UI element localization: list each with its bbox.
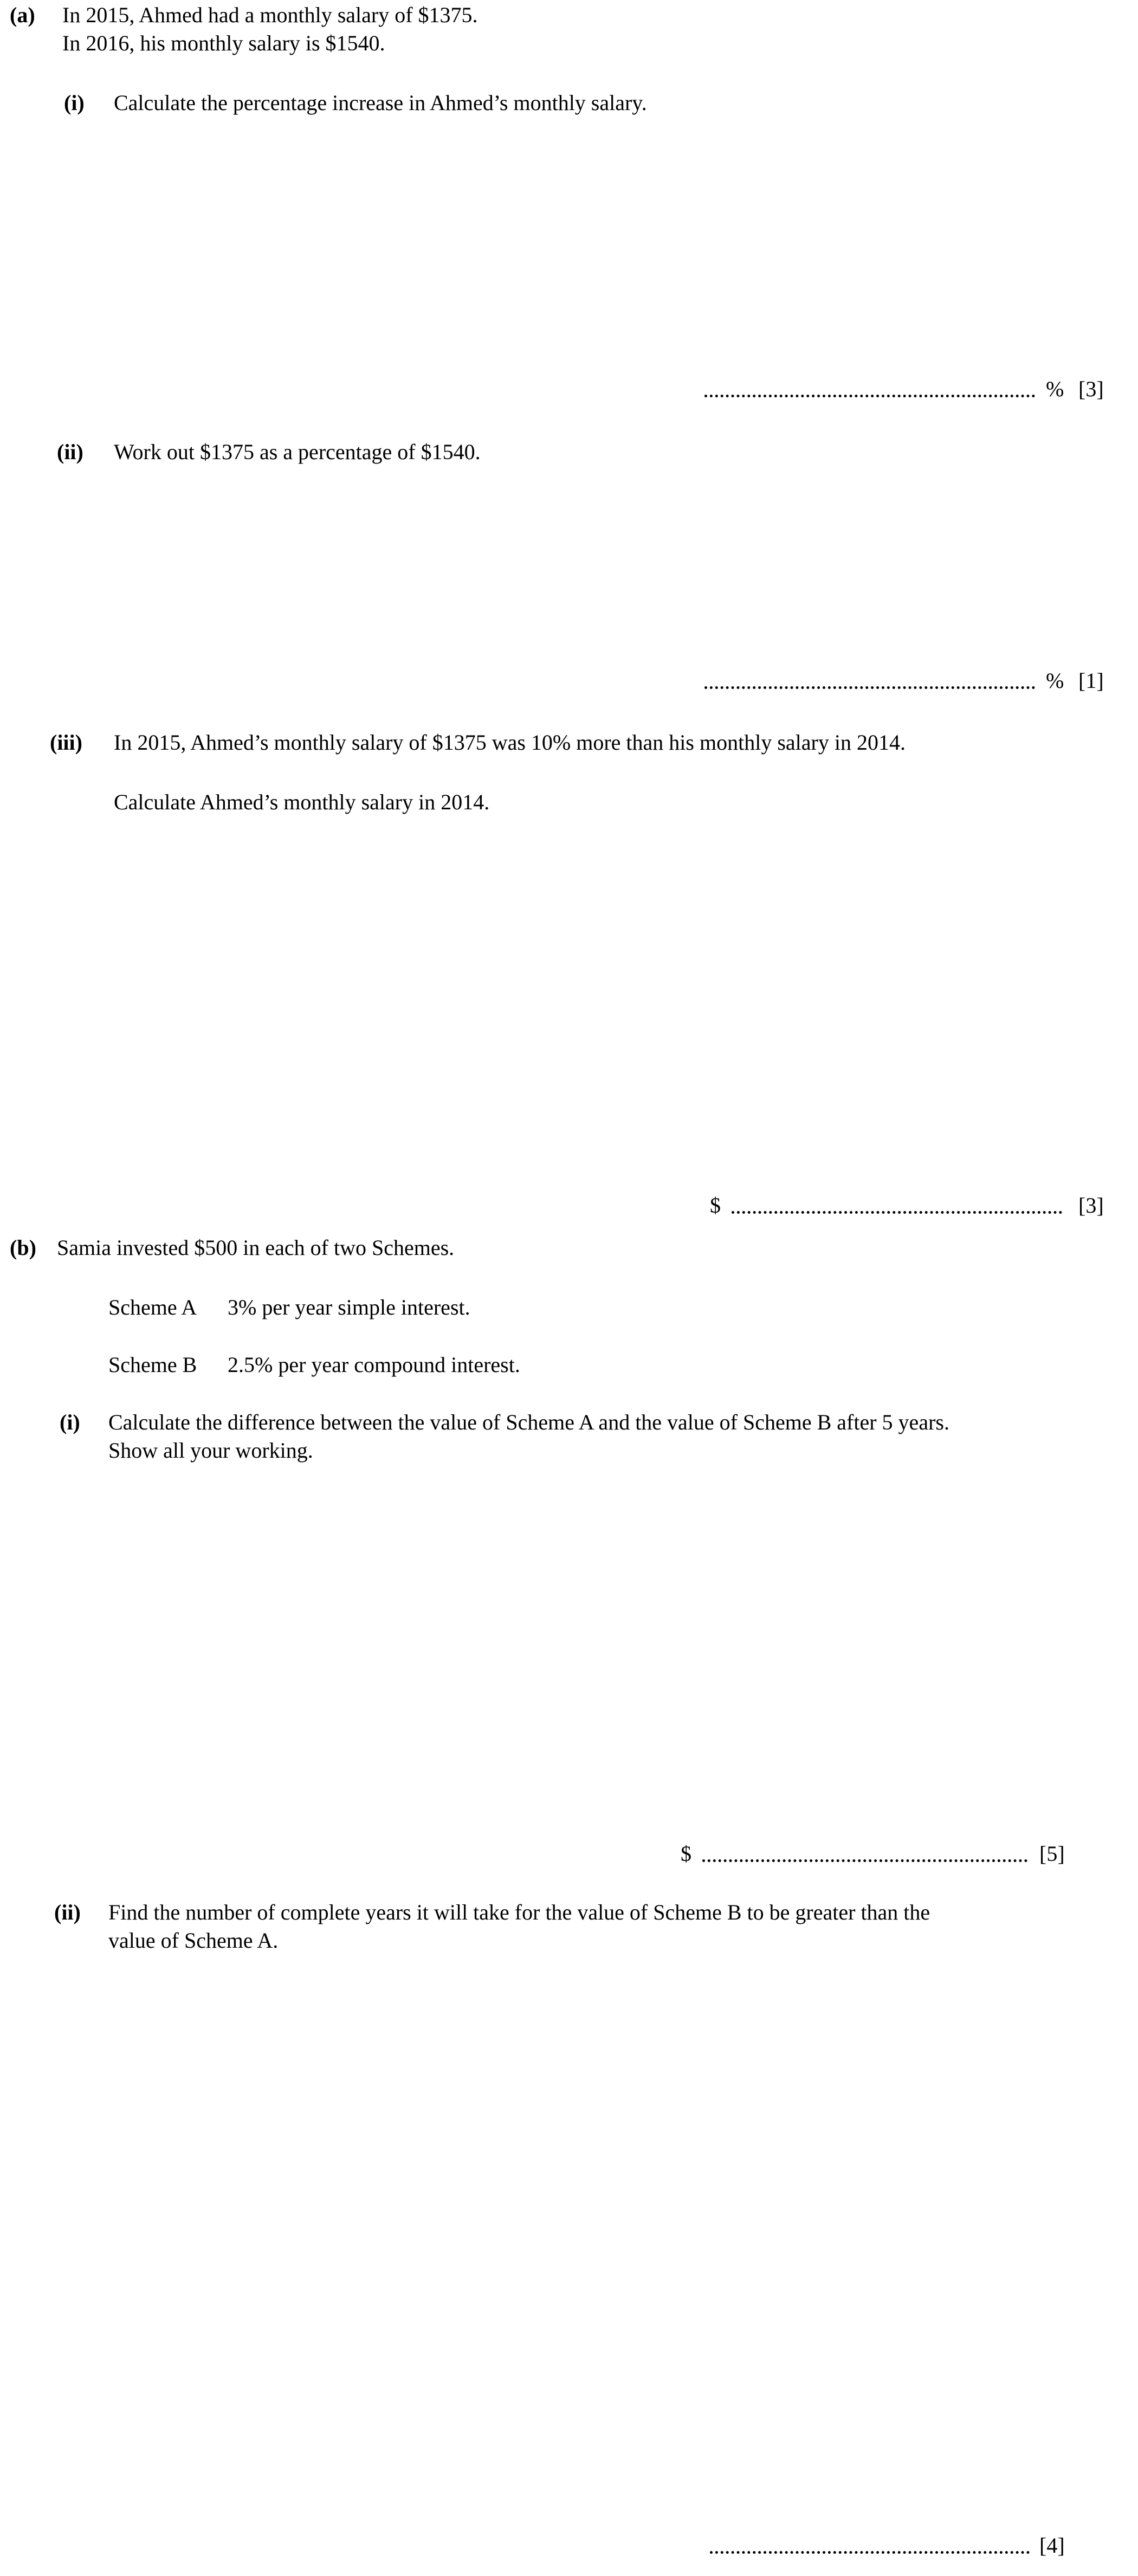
question-a-i-text: Calculate the percentage increase in Ahmed’s monthly salary. (114, 91, 647, 115)
marks-a-i: [3] (1078, 377, 1104, 401)
question-a-ii-text: Work out $1375 as a percentage of $1540. (114, 440, 481, 464)
marks-a-iii: [3] (1078, 1193, 1104, 1218)
answer-line (704, 686, 1035, 689)
answer-a-iii[interactable] (732, 1190, 1062, 1218)
answer-a-i[interactable] (704, 374, 1035, 401)
question-b-i-label: (i) (60, 1410, 80, 1434)
answer-b-i[interactable] (702, 1839, 1027, 1866)
question-a-i-label: (i) (64, 91, 85, 115)
answer-b-ii[interactable] (710, 2530, 1030, 2558)
unit-percent: % (1046, 668, 1064, 693)
question-a-iii-text1: In 2015, Ahmed’s monthly salary of $1375 was 10% more than his monthly salary in 2014. (114, 730, 906, 755)
currency-prefix: $ (710, 1193, 721, 1218)
part-b-label: (b) (10, 1235, 36, 1260)
part-a-label: (a) (10, 3, 35, 27)
answer-line (704, 395, 1035, 397)
marks-b-ii: [4] (1039, 2533, 1065, 2558)
currency-prefix: $ (681, 1841, 691, 1866)
answer-line (710, 2551, 1030, 2554)
answer-line (732, 1211, 1062, 1214)
scheme-a-name: Scheme A (108, 1295, 197, 1319)
question-b-ii-text2: value of Scheme A. (108, 1928, 279, 1953)
question-b-i-text1: Calculate the difference between the value of Scheme A and the value of Scheme B after 5 years. (108, 1410, 949, 1434)
answer-line (702, 1859, 1027, 1862)
question-b-i-text2: Show all your working. (108, 1438, 313, 1463)
question-b-ii-text1: Find the number of complete years it will take for the value of Scheme B to be greater than the (108, 1900, 930, 1924)
part-a-intro-line1: In 2015, Ahmed had a monthly salary of $1375. (62, 3, 478, 27)
question-a-ii-label: (ii) (57, 440, 83, 464)
marks-b-i: [5] (1039, 1841, 1065, 1866)
part-b-intro: Samia invested $500 in each of two Schemes. (57, 1235, 455, 1260)
answer-a-ii[interactable] (704, 666, 1035, 693)
question-a-iii-text2: Calculate Ahmed’s monthly salary in 2014. (114, 790, 490, 814)
scheme-b-name: Scheme B (108, 1353, 197, 1377)
marks-a-ii: [1] (1078, 668, 1104, 693)
question-a-iii-label: (iii) (50, 730, 82, 755)
part-a-intro-line2: In 2016, his monthly salary is $1540. (62, 31, 385, 55)
scheme-b-desc: 2.5% per year compound interest. (228, 1353, 520, 1377)
question-b-ii-label: (ii) (54, 1900, 81, 1924)
unit-percent: % (1046, 377, 1064, 401)
scheme-a-desc: 3% per year simple interest. (228, 1295, 470, 1319)
